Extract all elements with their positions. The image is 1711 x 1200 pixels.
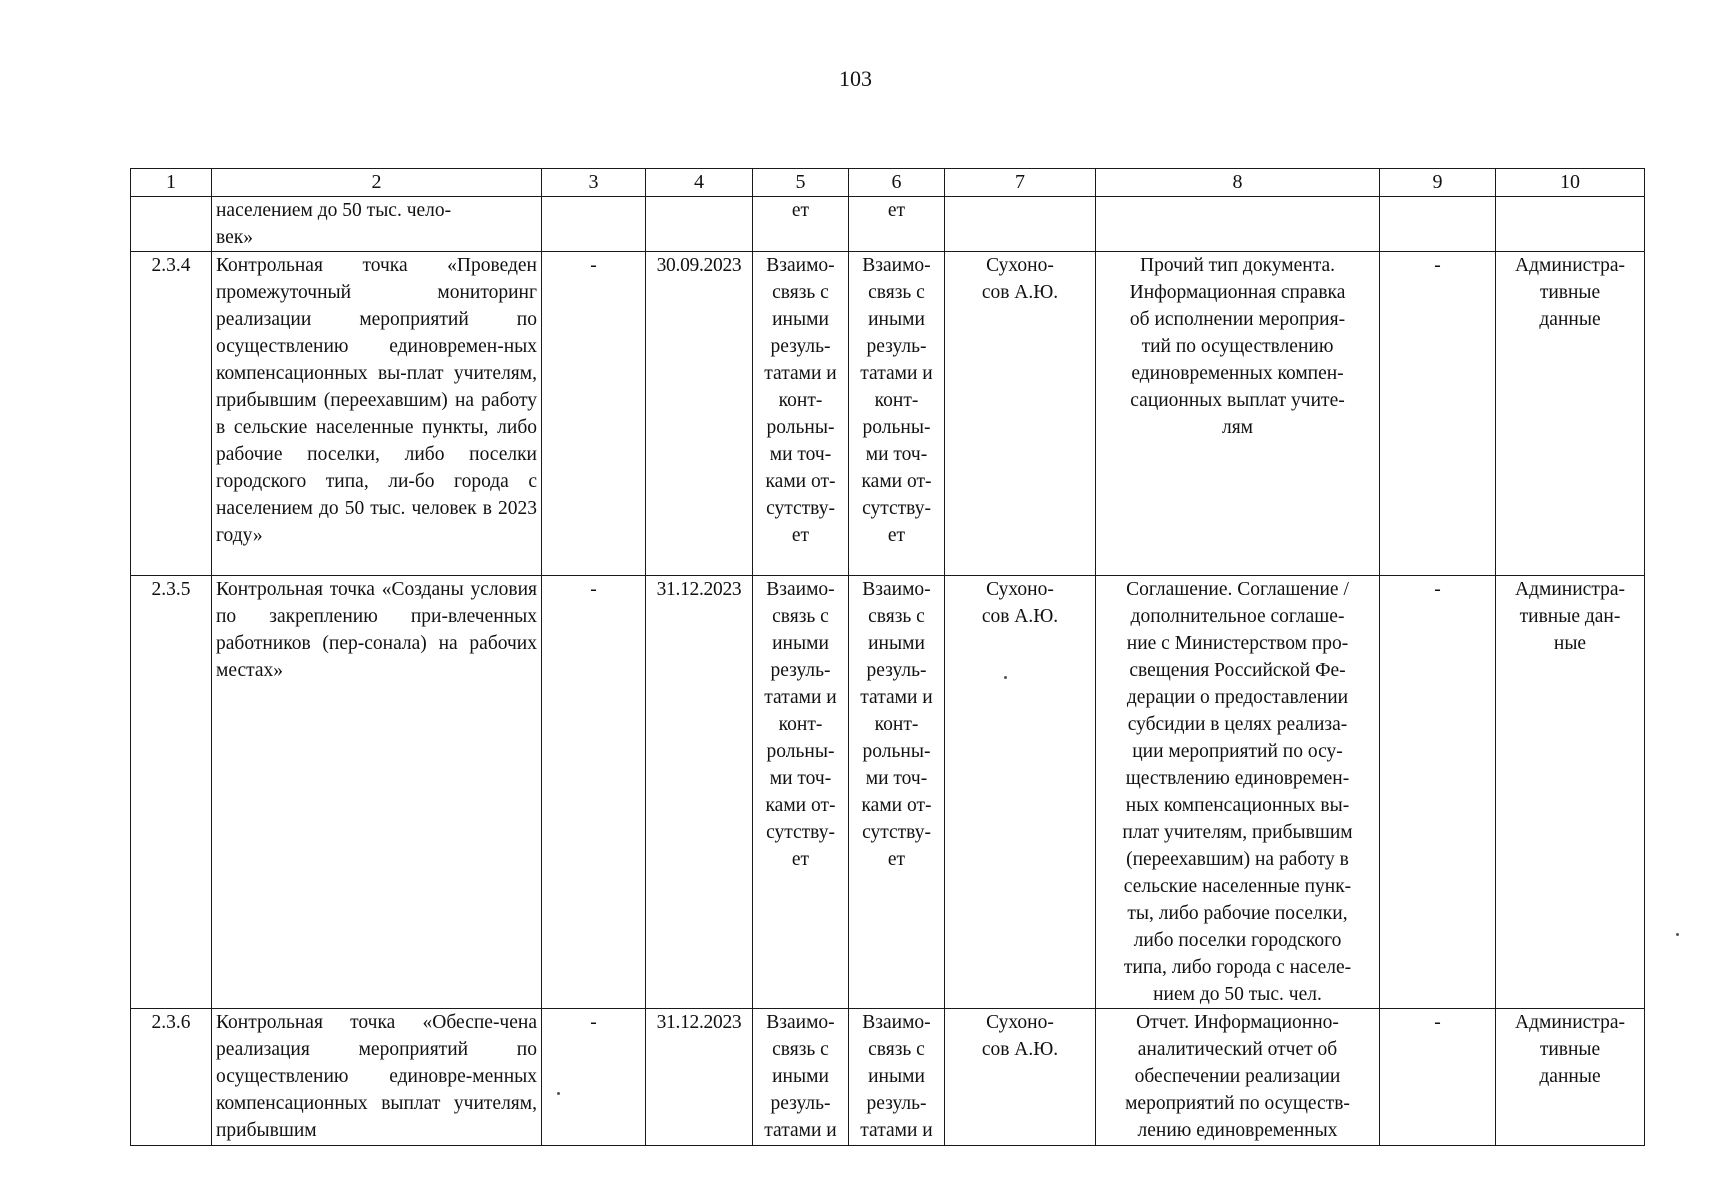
cell-col3: - xyxy=(542,1009,646,1146)
cell-col3: - xyxy=(542,252,646,576)
cell-col9: - xyxy=(1380,576,1496,1009)
relation-cell: Взаимо- связь с иными резуль- татами и конт- рольны- ми точ- ками от- сутству- ет xyxy=(753,252,849,576)
cell-col3: - xyxy=(542,576,646,1009)
scan-speck xyxy=(1004,676,1007,679)
column-header: 6 xyxy=(849,169,945,197)
cell-col9 xyxy=(1380,197,1496,252)
date-cell xyxy=(646,197,753,252)
row-number-cell: 2.3.6 xyxy=(131,1009,212,1146)
control-point-cell: Контрольная точка «Обеспе-чена реализация мероприятий по осуществлению единовре-менных компенсационных выплат учителям, прибывшим xyxy=(212,1009,542,1146)
control-point-cell: Контрольная точка «Созданы условия по закреплению при-влеченных работников (пер-сонала) на рабочих местах» xyxy=(212,576,542,1009)
relation-cell: Взаимо- связь с иными резуль- татами и конт- рольны- ми точ- ками от- сутству- ет xyxy=(849,576,945,1009)
relation-cell: Взаимо- связь с иными резуль- татами и xyxy=(753,1009,849,1146)
relation-cell: Взаимо- связь с иными резуль- татами и xyxy=(849,1009,945,1146)
column-header: 4 xyxy=(646,169,753,197)
source-cell: Администра- тивные данные xyxy=(1496,252,1645,576)
cell-col9: - xyxy=(1380,252,1496,576)
table-row xyxy=(131,197,1645,252)
plan-table xyxy=(130,168,1645,1146)
page-number: 103 xyxy=(839,66,872,91)
document-cell xyxy=(1096,197,1380,252)
column-header: 9 xyxy=(1380,169,1496,197)
column-header: 5 xyxy=(753,169,849,197)
relation-cell: ет xyxy=(849,197,945,252)
scan-speck xyxy=(557,1092,560,1095)
row-number-cell: 2.3.4 xyxy=(131,252,212,576)
date-cell: 30.09.2023 xyxy=(646,252,753,576)
control-point-cell: Контрольная точка «Проведен промежуточный мониторинг реализации мероприятий по осуществлению единовремен-ных компенсационных вы-плат учителям, прибывшим (переехавшим) на работу в сельские населенные пункты, либо рабочие поселки, либо поселки городского типа, ли-бо города с населением до 50 тыс. человек в 2023 году» xyxy=(212,252,542,576)
date-cell: 31.12.2023 xyxy=(646,576,753,1009)
row-number-cell: 2.3.5 xyxy=(131,576,212,1009)
source-cell: Администра- тивные данные xyxy=(1496,1009,1645,1146)
document-cell: Соглашение. Соглашение / дополнительное соглаше- ние с Министерством про- свещения Российской Фе- дерации о предоставлении субсидии в целях реализа- ции мероприятий по осу- ществлению единовремен- ных компенсационных вы- плат учителям, прибывшим (переехавшим) на работу в сельские населенные пунк- ты, либо рабочие поселки, либо поселки городского типа, либо города с населе- нием до 50 тыс. чел. xyxy=(1096,576,1380,1009)
column-header: 1 xyxy=(131,169,212,197)
responsible-cell xyxy=(945,197,1096,252)
table-row xyxy=(131,576,1645,1009)
responsible-cell: Сухоно- сов А.Ю. xyxy=(945,576,1096,1009)
responsible-cell: Сухоно- сов А.Ю. xyxy=(945,252,1096,576)
column-header: 10 xyxy=(1496,169,1645,197)
relation-cell: Взаимо- связь с иными резуль- татами и конт- рольны- ми точ- ками от- сутству- ет xyxy=(849,252,945,576)
header-row xyxy=(131,169,1645,197)
column-header: 3 xyxy=(542,169,646,197)
scan-speck xyxy=(1676,933,1679,936)
cell-col3 xyxy=(542,197,646,252)
row-number-cell xyxy=(131,197,212,252)
date-cell: 31.12.2023 xyxy=(646,1009,753,1146)
responsible-cell: Сухоно- сов А.Ю. xyxy=(945,1009,1096,1146)
relation-cell: Взаимо- связь с иными резуль- татами и конт- рольны- ми точ- ками от- сутству- ет xyxy=(753,576,849,1009)
document-cell: Прочий тип документа. Информационная справка об исполнении мероприя- тий по осуществлению единовременных компен- сационных выплат учите- лям xyxy=(1096,252,1380,576)
column-header: 7 xyxy=(945,169,1096,197)
table-row xyxy=(131,1009,1645,1146)
table-row xyxy=(131,252,1645,576)
column-header: 2 xyxy=(212,169,542,197)
cell-col9: - xyxy=(1380,1009,1496,1146)
source-cell: Администра- тивные дан- ные xyxy=(1496,576,1645,1009)
source-cell xyxy=(1496,197,1645,252)
column-header: 8 xyxy=(1096,169,1380,197)
relation-cell: ет xyxy=(753,197,849,252)
document-cell: Отчет. Информационно- аналитический отчет об обеспечении реализации мероприятий по осуществ- лению единовременных xyxy=(1096,1009,1380,1146)
control-point-cell: населением до 50 тыс. чело- век» xyxy=(212,197,542,252)
